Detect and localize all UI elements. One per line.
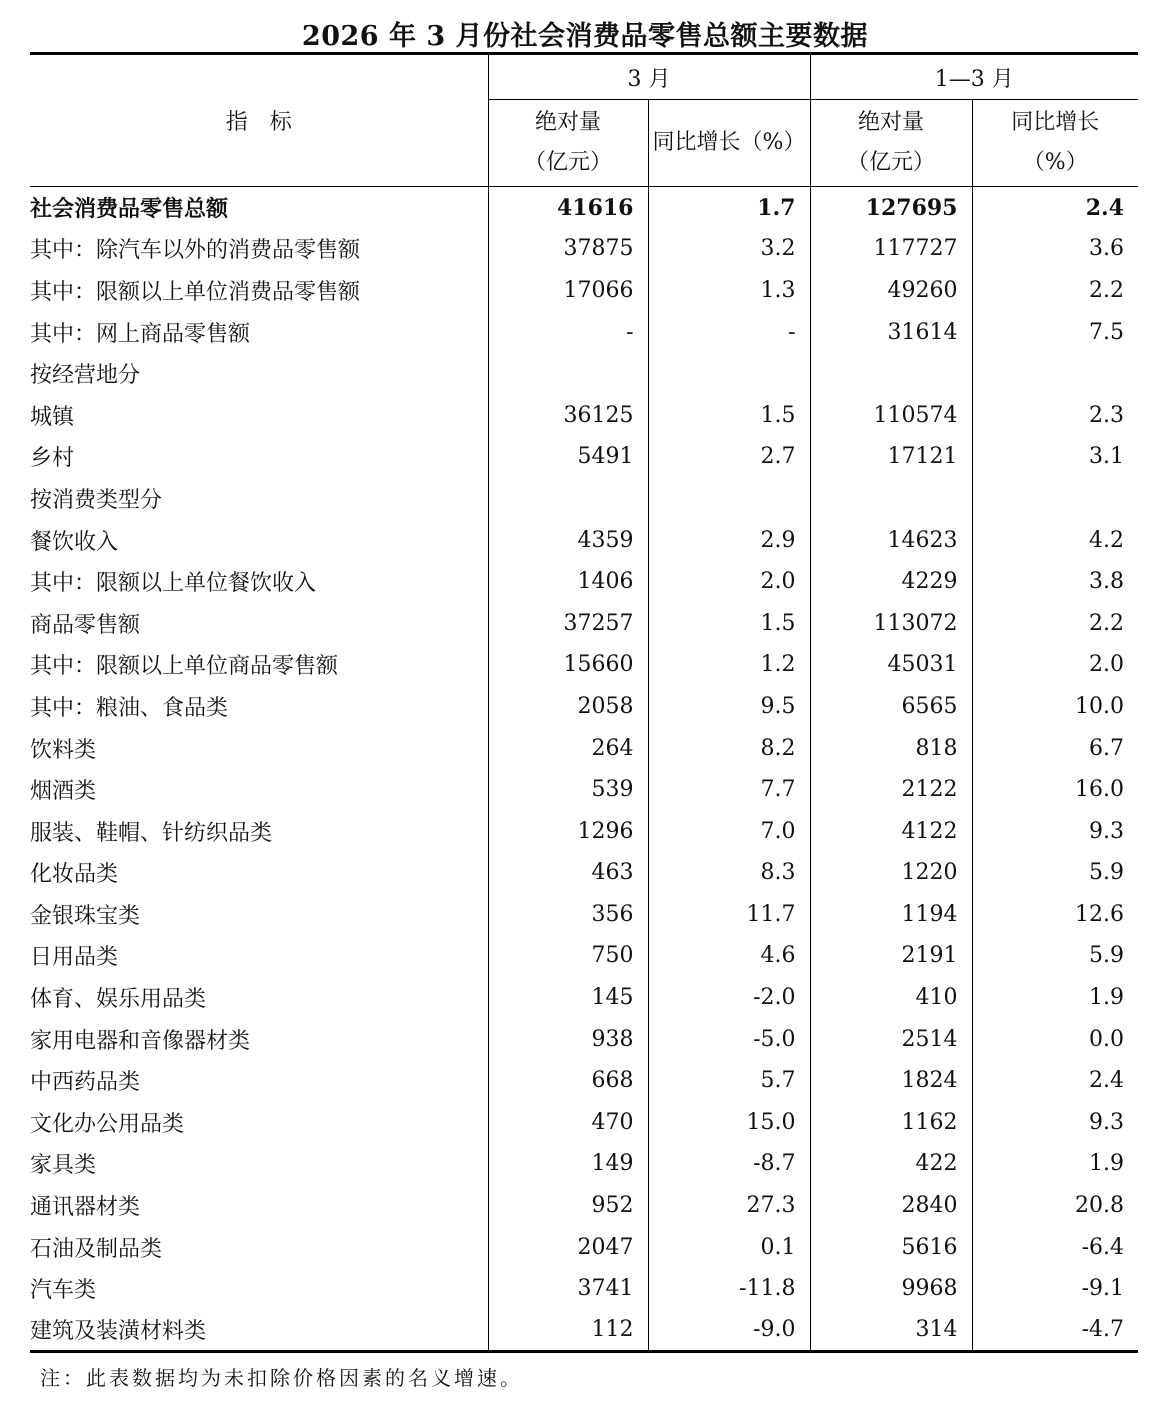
table-title: 2026 年 3 月份社会消费品零售总额主要数据 (301, 21, 869, 52)
row-label: 其中：网上商品零售额 (30, 321, 251, 347)
row-label: 通讯器材类 (30, 1195, 141, 1221)
table-row (30, 769, 1138, 811)
cell-ytd-yoy: 16.0 (972, 769, 1138, 811)
cell-ytd-yoy: 7.5 (972, 311, 1138, 353)
cell-month-absolute: 470 (488, 1102, 648, 1144)
header-month-abs (488, 100, 648, 187)
row-label: 其中：限额以上单位消费品零售额 (30, 279, 361, 305)
cell-ytd-yoy: 4.2 (972, 519, 1138, 561)
cell-month-yoy: -11.8 (648, 1268, 810, 1310)
row-label: 石油及制品类 (30, 1236, 163, 1262)
cell-ytd-absolute: 2191 (810, 935, 972, 977)
cell-month-absolute: 938 (488, 1018, 648, 1060)
cell-month-absolute: 1406 (488, 561, 648, 603)
table-row (30, 519, 1138, 561)
row-label: 汽车类 (30, 1278, 97, 1304)
cell-ytd-absolute: 127695 (810, 187, 972, 229)
cell-month-yoy: 15.0 (648, 1102, 810, 1144)
cell-ytd-absolute: 1824 (810, 1060, 972, 1102)
cell-ytd-yoy: 6.7 (972, 727, 1138, 769)
header-month-yoy: 同比增长（%） (648, 100, 810, 187)
cell-month-yoy: 4.6 (648, 935, 810, 977)
cell-month-yoy: 2.0 (648, 561, 810, 603)
cell-month-yoy: 1.5 (648, 394, 810, 436)
cell-ytd-absolute: 110574 (810, 394, 972, 436)
cell-ytd-absolute: 6565 (810, 686, 972, 728)
row-label: 化妆品类 (30, 862, 119, 888)
header-abs-line1: 绝对量 (534, 110, 601, 135)
header-abs-line1: 绝对量 (857, 110, 924, 135)
table-row (30, 977, 1138, 1019)
footnote: 注：此表数据均为未扣除价格因素的名义增速。 (40, 1366, 523, 1390)
table-row (30, 644, 1138, 686)
cell-ytd-yoy: 3.8 (972, 561, 1138, 603)
cell-ytd-absolute: 113072 (810, 602, 972, 644)
cell-month-absolute: 149 (488, 1143, 648, 1185)
cell-month-yoy: 9.5 (648, 686, 810, 728)
cell-ytd-absolute: 818 (810, 727, 972, 769)
cell-month-absolute: 2047 (488, 1226, 648, 1268)
header-yoy-line1: 同比增长 (1011, 110, 1100, 135)
cell-ytd-yoy: 10.0 (972, 686, 1138, 728)
row-label: 家用电器和音像器材类 (30, 1028, 251, 1054)
row-label: 家具类 (30, 1153, 97, 1179)
cell-ytd-yoy: 9.3 (972, 1102, 1138, 1144)
table-row (30, 1226, 1138, 1268)
table-row (30, 1268, 1138, 1310)
cell-month-yoy: - (648, 311, 810, 353)
cell-ytd-absolute: 314 (810, 1310, 972, 1352)
row-label: 金银珠宝类 (30, 903, 141, 929)
table-row (30, 1102, 1138, 1144)
row-label: 乡村 (30, 446, 75, 472)
cell-month-absolute: 668 (488, 1060, 648, 1102)
table-row (30, 353, 1138, 395)
cell-month-absolute: 952 (488, 1185, 648, 1227)
header-indicator (30, 54, 488, 187)
row-label: 体育、娱乐用品类 (30, 987, 207, 1013)
cell-ytd-yoy: 3.1 (972, 436, 1138, 478)
cell-month-absolute: 750 (488, 935, 648, 977)
table-row (30, 1185, 1138, 1227)
cell-ytd-absolute: 4122 (810, 810, 972, 852)
retail-sales-table (30, 52, 1138, 1353)
row-label: 其中：限额以上单位餐饮收入 (30, 571, 317, 597)
cell-month-yoy: 11.7 (648, 894, 810, 936)
cell-month-absolute: 3741 (488, 1268, 648, 1310)
cell-month-absolute: 4359 (488, 519, 648, 561)
row-label: 其中：粮油、食品类 (30, 695, 229, 721)
header-row-periods (30, 54, 1138, 100)
cell-ytd-yoy: -9.1 (972, 1268, 1138, 1310)
cell-ytd-yoy: 12.6 (972, 894, 1138, 936)
cell-month-yoy: 27.3 (648, 1185, 810, 1227)
cell-ytd-yoy: 2.4 (972, 1060, 1138, 1102)
row-label: 饮料类 (30, 737, 97, 763)
cell-month-absolute: 2058 (488, 686, 648, 728)
row-label: 商品零售额 (30, 612, 141, 638)
table-row (30, 686, 1138, 728)
cell-ytd-absolute (810, 353, 972, 395)
cell-month-absolute (488, 353, 648, 395)
table-row (30, 852, 1138, 894)
header-period-month: 3 月 (488, 54, 810, 100)
cell-ytd-yoy: 1.9 (972, 977, 1138, 1019)
cell-month-yoy: 1.2 (648, 644, 810, 686)
cell-month-absolute: - (488, 311, 648, 353)
table-row (30, 228, 1138, 270)
cell-month-yoy: 1.5 (648, 602, 810, 644)
cell-ytd-yoy: 9.3 (972, 810, 1138, 852)
cell-month-absolute: 15660 (488, 644, 648, 686)
cell-month-yoy: -5.0 (648, 1018, 810, 1060)
cell-month-yoy: 0.1 (648, 1226, 810, 1268)
cell-ytd-absolute: 5616 (810, 1226, 972, 1268)
cell-ytd-absolute: 31614 (810, 311, 972, 353)
cell-ytd-absolute: 2122 (810, 769, 972, 811)
cell-ytd-absolute: 410 (810, 977, 972, 1019)
cell-ytd-yoy (972, 478, 1138, 520)
table-row (30, 1143, 1138, 1185)
header-period-ytd: 1—3 月 (810, 54, 1138, 100)
cell-month-yoy: 7.7 (648, 769, 810, 811)
table-body (30, 187, 1138, 1352)
row-label: 社会消费品零售总额 (30, 196, 229, 223)
cell-month-absolute (488, 478, 648, 520)
table-row (30, 602, 1138, 644)
table-row (30, 394, 1138, 436)
cell-month-absolute: 145 (488, 977, 648, 1019)
cell-month-yoy: -2.0 (648, 977, 810, 1019)
cell-ytd-yoy: 2.3 (972, 394, 1138, 436)
cell-month-absolute: 5491 (488, 436, 648, 478)
cell-month-yoy: 2.7 (648, 436, 810, 478)
table-row (30, 810, 1138, 852)
row-label: 服装、鞋帽、针纺织品类 (30, 820, 273, 846)
cell-month-absolute: 36125 (488, 394, 648, 436)
cell-month-absolute: 539 (488, 769, 648, 811)
cell-ytd-yoy: 2.2 (972, 602, 1138, 644)
cell-month-absolute: 1296 (488, 810, 648, 852)
row-label: 按消费类型分 (30, 487, 163, 513)
cell-month-yoy: 3.2 (648, 228, 810, 270)
row-label: 中西药品类 (30, 1070, 141, 1096)
row-label: 城镇 (30, 404, 75, 430)
table-row (30, 935, 1138, 977)
cell-month-yoy: 2.9 (648, 519, 810, 561)
cell-month-yoy: 7.0 (648, 810, 810, 852)
cell-ytd-absolute: 1194 (810, 894, 972, 936)
cell-month-yoy: -8.7 (648, 1143, 810, 1185)
row-label: 文化办公用品类 (30, 1111, 185, 1137)
cell-ytd-absolute: 1220 (810, 852, 972, 894)
header-ytd-yoy (972, 100, 1138, 187)
header-yoy-line2: （%） (1022, 150, 1088, 175)
cell-ytd-yoy (972, 353, 1138, 395)
cell-month-absolute: 356 (488, 894, 648, 936)
row-label: 其中：除汽车以外的消费品零售额 (30, 238, 361, 264)
cell-month-absolute: 463 (488, 852, 648, 894)
cell-ytd-absolute: 4229 (810, 561, 972, 603)
cell-ytd-yoy: 2.4 (972, 187, 1138, 229)
cell-ytd-yoy: 1.9 (972, 1143, 1138, 1185)
table-row (30, 311, 1138, 353)
cell-ytd-yoy: 2.0 (972, 644, 1138, 686)
cell-ytd-yoy: 20.8 (972, 1185, 1138, 1227)
cell-ytd-absolute: 2514 (810, 1018, 972, 1060)
cell-month-yoy: 1.3 (648, 270, 810, 312)
table-row (30, 561, 1138, 603)
cell-month-absolute: 112 (488, 1310, 648, 1352)
header-abs-line2: （亿元） (523, 150, 612, 175)
row-label: 餐饮收入 (30, 529, 119, 555)
cell-ytd-yoy: -6.4 (972, 1226, 1138, 1268)
cell-ytd-absolute: 14623 (810, 519, 972, 561)
table-row (30, 1310, 1138, 1352)
table-row (30, 478, 1138, 520)
cell-ytd-absolute: 2840 (810, 1185, 972, 1227)
cell-ytd-absolute: 117727 (810, 228, 972, 270)
cell-month-yoy: -9.0 (648, 1310, 810, 1352)
table-row (30, 727, 1138, 769)
row-label: 其中：限额以上单位商品零售额 (30, 654, 339, 680)
cell-ytd-yoy: 3.6 (972, 228, 1138, 270)
table-row (30, 187, 1138, 229)
cell-month-yoy: 8.3 (648, 852, 810, 894)
cell-ytd-absolute: 422 (810, 1143, 972, 1185)
cell-month-yoy: 1.7 (648, 187, 810, 229)
cell-ytd-yoy: 5.9 (972, 852, 1138, 894)
cell-month-yoy (648, 478, 810, 520)
cell-month-yoy (648, 353, 810, 395)
cell-ytd-absolute: 45031 (810, 644, 972, 686)
cell-ytd-yoy: -4.7 (972, 1310, 1138, 1352)
row-label: 按经营地分 (30, 363, 141, 389)
table-row (30, 436, 1138, 478)
header-abs-line2: （亿元） (846, 150, 935, 175)
row-label: 建筑及装潢材料类 (30, 1310, 488, 1352)
cell-ytd-absolute: 49260 (810, 270, 972, 312)
cell-month-absolute: 17066 (488, 270, 648, 312)
table-row (30, 1018, 1138, 1060)
header-indicator-label: 指 标 (225, 110, 292, 135)
cell-ytd-yoy: 0.0 (972, 1018, 1138, 1060)
row-label: 日用品类 (30, 945, 119, 971)
row-label: 烟酒类 (30, 779, 97, 805)
table-row (30, 1060, 1138, 1102)
cell-month-yoy: 5.7 (648, 1060, 810, 1102)
cell-month-absolute: 264 (488, 727, 648, 769)
header-ytd-abs (810, 100, 972, 187)
cell-month-absolute: 37257 (488, 602, 648, 644)
table-row (30, 894, 1138, 936)
cell-ytd-yoy: 2.2 (972, 270, 1138, 312)
cell-ytd-absolute: 1162 (810, 1102, 972, 1144)
cell-ytd-absolute: 17121 (810, 436, 972, 478)
cell-ytd-absolute: 9968 (810, 1268, 972, 1310)
cell-month-absolute: 37875 (488, 228, 648, 270)
table-row (30, 270, 1138, 312)
cell-ytd-yoy: 5.9 (972, 935, 1138, 977)
cell-month-absolute: 41616 (488, 187, 648, 229)
cell-month-yoy: 8.2 (648, 727, 810, 769)
cell-ytd-absolute (810, 478, 972, 520)
